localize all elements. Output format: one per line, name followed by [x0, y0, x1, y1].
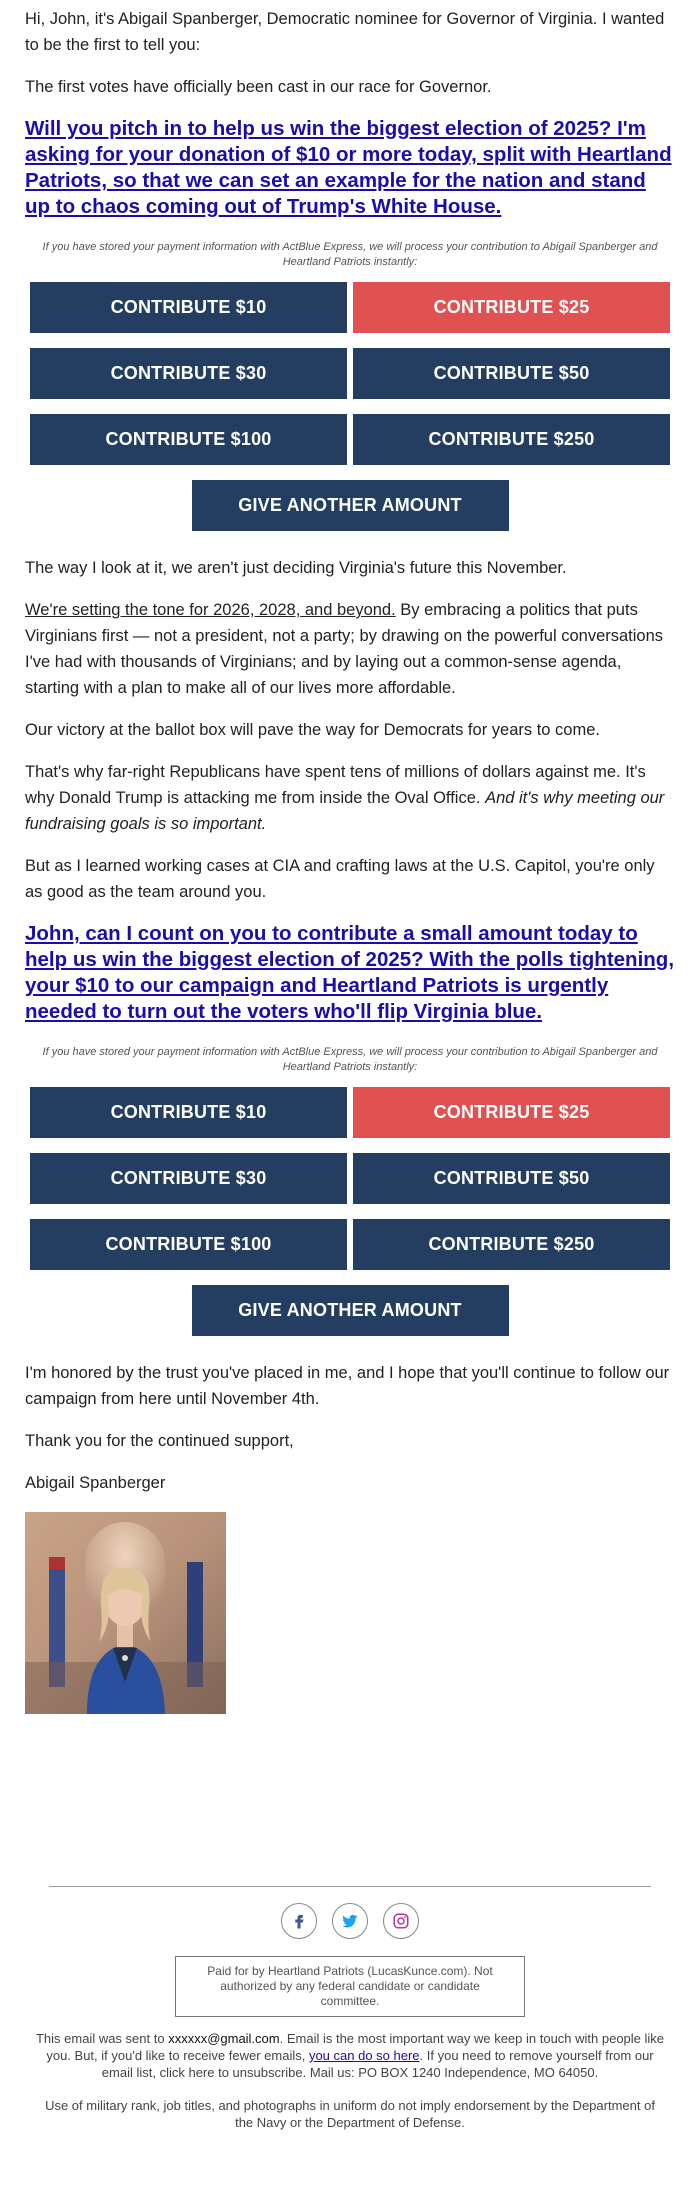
body-paragraph-4-italic: And it's why meeting our fundraising goals is so important.	[25, 789, 665, 833]
legal-suffix: . If you need to remove yourself from our email list, click here to unsubscribe. Mail us: PO BOX 1240 Independence, MO 64050.	[101, 2048, 654, 2080]
contribute-250-button[interactable]: CONTRIBUTE $250	[353, 414, 670, 465]
contribute-25-button[interactable]: CONTRIBUTE $25	[353, 1087, 670, 1138]
fewer-emails-link[interactable]: you can do so here	[308, 2048, 420, 2063]
paid-for-disclaimer: Paid for by Heartland Patriots (LucasKunce.com). Not authorized by any federal candidate or candidate committee.	[175, 1956, 525, 2017]
contribute-button-grid-2	[30, 1087, 670, 1270]
contribute-50-button[interactable]: CONTRIBUTE $50	[353, 348, 670, 399]
spacer	[25, 531, 675, 555]
contribute-100-button[interactable]: CONTRIBUTE $100	[30, 1219, 347, 1270]
actblue-express-note-2: If you have stored your payment information with ActBlue Express, we will process your contribution to Abigail Spanberger and Heartland Patriots instantly:	[42, 1046, 658, 1073]
donation-headline-link-1[interactable]: Will you pitch in to help us win the biggest election of 2025? I'm asking for your donation of $10 or more today, split with Heartland Patriots, so that we can set an example for the nation and stand up to chaos coming out of Trump's White House.	[25, 117, 672, 218]
instagram-icon[interactable]	[383, 1903, 419, 1939]
body-paragraph-3: Our victory at the ballot box will pave the way for Democrats for years to come.	[25, 721, 600, 739]
body-paragraph-4-plain: That's why far-right Republicans have spent tens of millions of dollars against me. It's why Donald Trump is attacking me from inside the Oval Office.	[25, 763, 646, 807]
legal-middle: . Email is the most important way we keep in touch with people like you. But, if you'd like to receive fewer emails,	[46, 2031, 665, 2063]
contribute-10-button[interactable]: CONTRIBUTE $10	[30, 282, 347, 333]
email-legal-notice	[35, 2030, 665, 2081]
contribute-50-button[interactable]: CONTRIBUTE $50	[353, 1153, 670, 1204]
underlined-phrase: We're setting the tone for 2026, 2028, and beyond.	[25, 601, 396, 619]
contribute-100-button[interactable]: CONTRIBUTE $100	[30, 414, 347, 465]
contribute-30-button[interactable]: CONTRIBUTE $30	[30, 1153, 347, 1204]
legal-prefix: This email was sent to	[35, 2031, 169, 2046]
recipient-email: xxxxxx@gmail.com	[168, 2031, 280, 2046]
signature-name: Abigail Spanberger	[25, 1474, 166, 1492]
body-paragraph-2-rest: By embracing a politics that puts Virginians first — not a president, not a party; by drawing on the powerful conversations I've had with thousands of Virginians; and by laying out a common-sense agenda, starting with a plan to make all of our lives more affordable.	[25, 601, 664, 697]
body-paragraph-2	[25, 597, 675, 701]
contribute-25-button[interactable]: CONTRIBUTE $25	[353, 282, 670, 333]
contribute-10-button[interactable]: CONTRIBUTE $10	[30, 1087, 347, 1138]
facebook-icon[interactable]	[281, 1903, 317, 1939]
contribute-30-button[interactable]: CONTRIBUTE $30	[30, 348, 347, 399]
actblue-express-note: If you have stored your payment information with ActBlue Express, we will process your contribution to Abigail Spanberger and Heartland Patriots instantly:	[42, 241, 658, 268]
email-footer	[0, 1886, 700, 2145]
body-paragraph-1: The way I look at it, we aren't just deciding Virginia's future this November.	[25, 559, 567, 577]
candidate-portrait-image	[25, 1512, 226, 1714]
thank-you-line: Thank you for the continued support,	[25, 1432, 294, 1450]
intro-paragraph-2: The first votes have officially been cast in our race for Governor.	[25, 78, 492, 96]
contribute-button-grid	[30, 282, 670, 465]
donation-headline-link-2[interactable]: John, can I count on you to contribute a small amount today to help us win the biggest election of 2025? With the polls tightening, your $10 to our campaign and Heartland Patriots is urgently needed to turn out the voters who'll flip Virginia blue.	[25, 922, 675, 1023]
closing-paragraph: I'm honored by the trust you've placed in me, and I hope that you'll continue to follow our campaign from here until November 4th.	[25, 1364, 670, 1408]
intro-paragraph-1: Hi, John, it's Abigail Spanberger, Democratic nominee for Governor of Virginia. I wanted to be the first to tell you:	[25, 10, 665, 54]
social-links	[0, 1903, 700, 1939]
body-paragraph-5: But as I learned working cases at CIA and crafting laws at the U.S. Capitol, you're only as good as the team around you.	[25, 857, 655, 901]
twitter-icon[interactable]	[332, 1903, 368, 1939]
spacer	[25, 1336, 675, 1360]
give-another-amount-button[interactable]: GIVE ANOTHER AMOUNT	[192, 1285, 509, 1336]
contribute-250-button[interactable]: CONTRIBUTE $250	[353, 1219, 670, 1270]
footer-divider	[49, 1886, 651, 1887]
body-paragraph-4	[25, 759, 675, 837]
give-another-amount-button[interactable]: GIVE ANOTHER AMOUNT	[192, 480, 509, 531]
military-disclaimer: Use of military rank, job titles, and photographs in uniform do not imply endorsement by the Department of the Navy or the Department of Defense.	[45, 2098, 655, 2130]
